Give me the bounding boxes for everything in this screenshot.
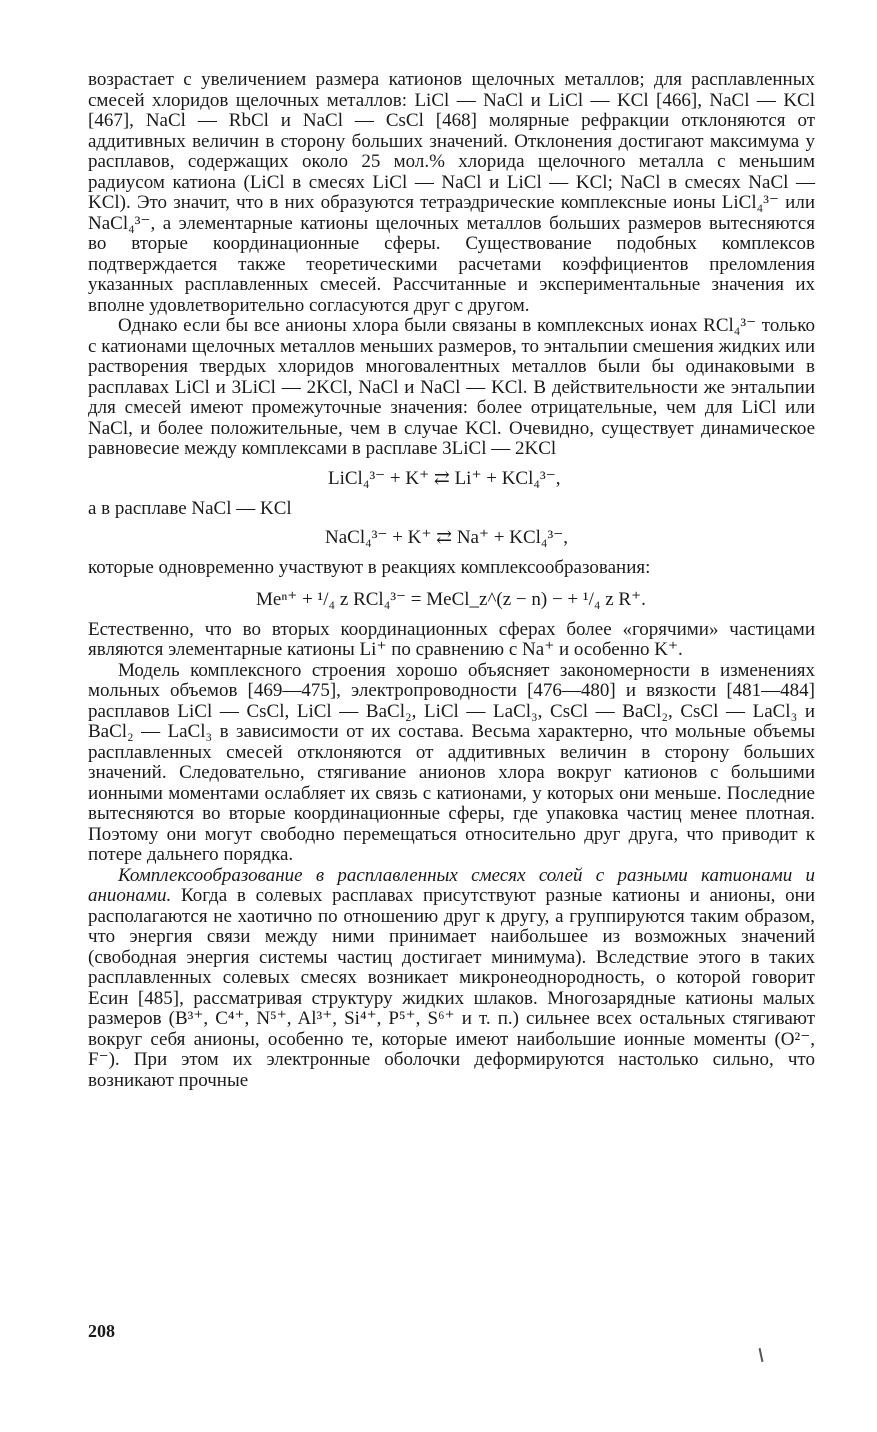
section-heading: Комплексообразование в расплавленных смесях солей с разными катионами и анионами.: [88, 864, 815, 906]
equation-2-continuation: которые одновременно участвуют в реакциях комплексообразования:: [88, 557, 651, 578]
equation-3: Meⁿ⁺ + ¹/₄ z RCl₄³⁻ = MeCl_z^(z − n) − + ¹/₄ z R⁺.: [256, 588, 646, 610]
scan-artifact-mark: [759, 1348, 764, 1362]
paragraph-section: [88, 866, 815, 1092]
equation-1: LiCl₄³⁻ + K⁺ ⇄ Li⁺ + KCl₄³⁻,: [328, 467, 561, 489]
body-text: [88, 70, 815, 1091]
section-paragraph-text: Когда в солевых расплавах присутствуют разные катионы и анионы, они располагаются не хаотично по отношению друг к другу, а группируются таким образом, что энергия связи между ними принимает наибольшее из возможных значений (свободная энергия системы частиц достигает минимума). Вследствие этого в таких расплавленных солевых смесях возникает микронеоднородность, о которой говорит Есин [485], рассматривая структуру жидких шлаков. Многозарядные катионы малых размеров (B³⁺, C⁴⁺, N⁵⁺, Al³⁺, Si⁴⁺, P⁵⁺, S⁶⁺ и т. п.) сильнее всех остальных стягивают вокруг себя анионы, особенно те, которые имеют наибольшие ионные моменты (O²⁻, F⁻). При этом их электронные оболочки деформируются настолько сильно, что возникают прочные: [88, 885, 815, 1091]
paragraph-complex-model: Модель комплексного строения хорошо объясняет закономерности в изменениях мольных объемов [469—475], электропроводности [476—480] и вязкости [481—484] расплавов LiCl — CsCl, LiCl — BaCl₂, LiCl — LaCl₃, CsCl — BaCl₂, CsCl — LaCl₃ и BaCl₂ — LaCl₃ в зависимости от их состава. Весьма характерно, что мольные объемы расплавленных смесей отклоняются от аддитивных величин в сторону больших значений. Следовательно, стягивание анионов хлора вокруг катионов с большими ионными моментами ослабляет их связь с катионами, у которых они меньше. Последние вытесняются во вторые координационные сферы, где упаковка частиц менее плотная. Поэтому они могут свободно перемещаться относительно друг друга, что приводит к потере дальнего порядка.: [88, 659, 815, 865]
equation-2: NaCl₄³⁻ + K⁺ ⇄ Na⁺ + KCl₄³⁻,: [325, 527, 569, 548]
paragraph-1: возрастает с увеличением размера катионов щелочных металлов; для расплавленных смесей хлоридов щелочных металлов: LiCl — NaCl и LiCl — KCl [466], NaCl — KCl [467], NaCl — RbCl и NaCl — CsCl [468] молярные рефракции отклоняются от аддитивных величин в сторону больших значений. Отклонения достигают максимума у расплавов, содержащих около 25 мол.% хлорида щелочного металла с меньшим радиусом катиона (LiCl в смесях LiCl — NaCl и LiCl — KCl; NaCl в смесях NaCl — KCl). Это значит, что в них образуются тетраэдрические комплексные ионы LiCl₄³⁻ или NaCl₄³⁻, а элементарные катионы щелочных металлов больших размеров вытесняются во вторые координационные сферы. Существование подобных комплексов подтверждается также теоретическими расчетами коэффициентов преломления указанных расплавленных смесей. Рассчитанные и экспериментальные значения их вполне удовлетворительно согласуются друг с другом.: [88, 69, 815, 316]
page-number: 208: [88, 1321, 115, 1341]
paragraph-hot-particles: Естественно, что во вторых координационных сферах более «горячими» частицами являются элементарные катионы Li⁺ по сравнению с Na⁺ и особенно K⁺.: [88, 618, 815, 660]
paragraph-2: Однако если бы все анионы хлора были связаны в комплексных ионах RCl₄³⁻ только с катионами щелочных металлов меньших размеров, то энтальпии смешения жидких или растворения твердых хлоридов многовалентных металлов были бы одинаковыми в расплавах LiCl и 3LiCl — 2KCl, NaCl и NaCl — KCl. В действительности же энтальпии для смесей имеют промежуточные значения: более отрицательные, чем для LiCl или NaCl, и более положительные, чем в случае KCl. Очевидно, существует динамическое равновесие между комплексами в расплаве 3LiCl — 2KCl: [88, 315, 815, 459]
equation-1-continuation: а в расплаве NaCl — KCl: [88, 497, 292, 519]
